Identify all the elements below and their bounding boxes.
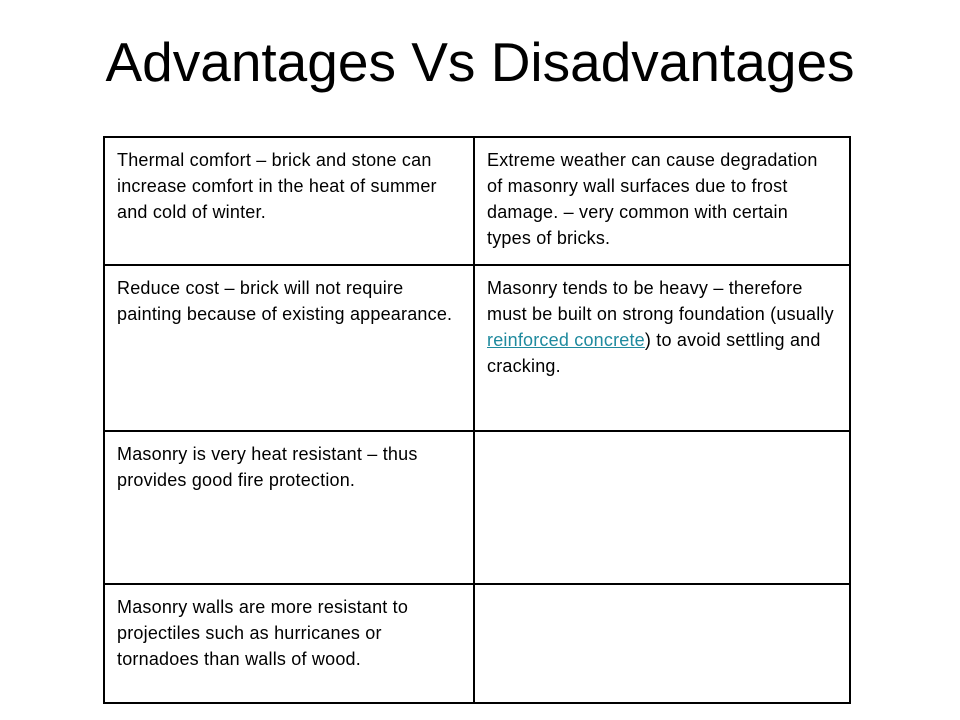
disadvantage-cell — [474, 431, 850, 584]
reinforced-concrete-link[interactable]: reinforced concrete — [487, 330, 645, 350]
advantage-cell: Masonry is very heat resistant – thus provides good fire protection. — [104, 431, 474, 584]
table-row — [104, 265, 850, 431]
table-row — [104, 137, 850, 265]
disadvantage-cell: Extreme weather can cause degradation of masonry wall surfaces due to frost damage. – very common with certain types of bricks. — [474, 137, 850, 265]
advantage-cell: Reduce cost – brick will not require painting because of existing appearance. — [104, 265, 474, 431]
table-row — [104, 431, 850, 584]
advantage-cell: Thermal comfort – brick and stone can increase comfort in the heat of summer and cold of winter. — [104, 137, 474, 265]
page-title: Advantages Vs Disadvantages — [105, 31, 855, 93]
disadvantage-text-after: ) to avoid settling and cracking. — [487, 330, 821, 376]
advantage-cell: Masonry walls are more resistant to projectiles such as hurricanes or tornadoes than walls of wood. — [104, 584, 474, 703]
disadvantage-text-before: Masonry tends to be heavy – therefore must be built on strong foundation (usually — [487, 278, 834, 324]
disadvantage-cell — [474, 584, 850, 703]
disadvantage-cell — [474, 265, 850, 431]
table-row — [104, 584, 850, 703]
comparison-table — [103, 136, 851, 704]
